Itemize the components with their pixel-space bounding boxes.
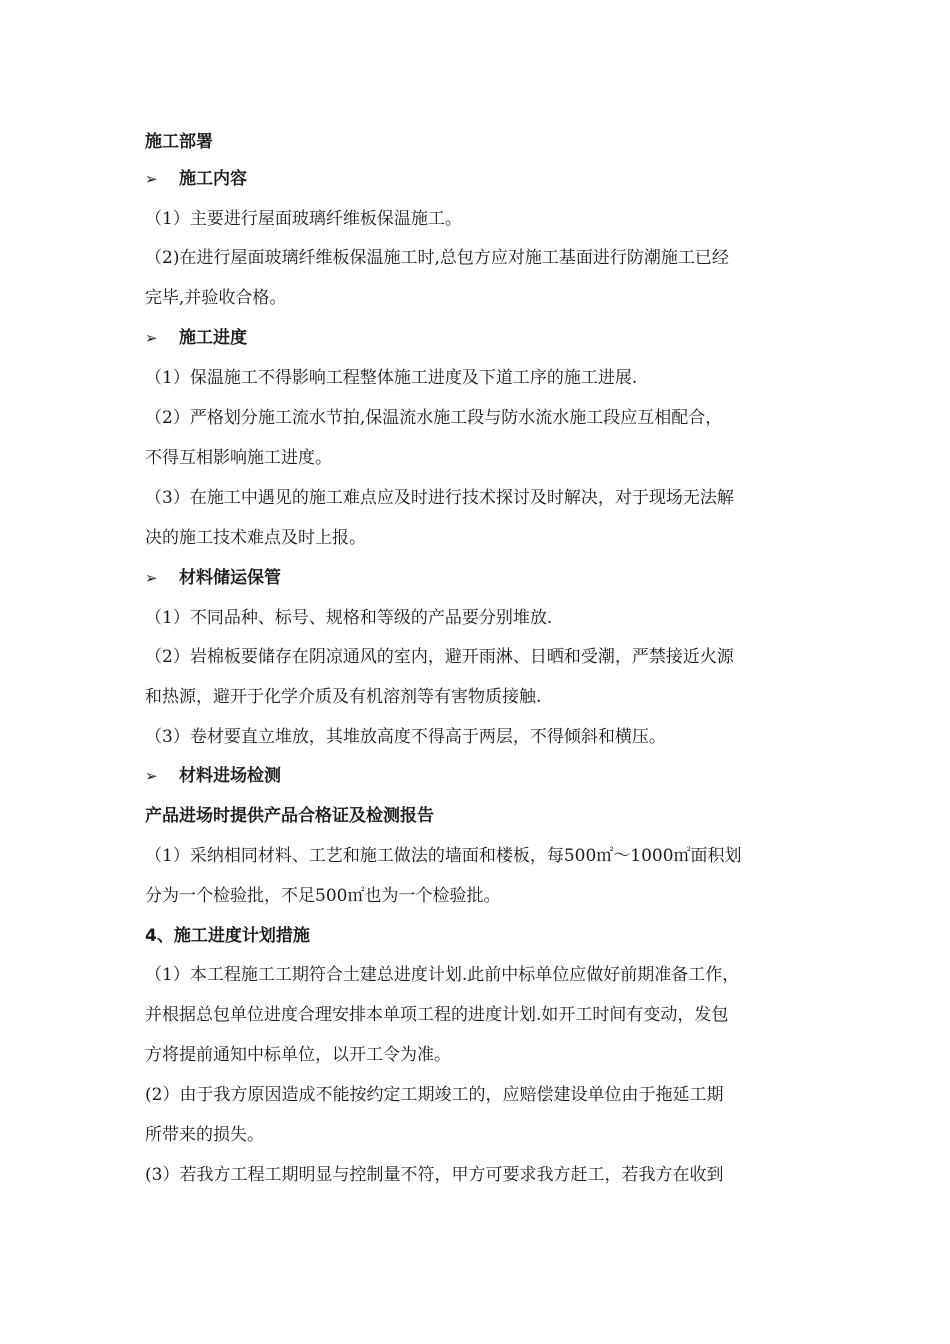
paragraph-line: 所带来的损失。 bbox=[145, 1125, 264, 1145]
paragraph-line: （2)在进行屋面玻璃纤维板保温施工时,总包方应对施工基面进行防潮施工已经 bbox=[145, 248, 729, 268]
paragraph-line: (2）由于我方原因造成不能按约定工期竣工的，应赔偿建设单位由于拖延工期 bbox=[145, 1085, 724, 1105]
heading-text: 施工内容 bbox=[179, 169, 247, 189]
paragraph-line: （3）卷材要直立堆放，其堆放高度不得高于两层，不得倾斜和横压。 bbox=[145, 727, 666, 747]
arrow-bullet-icon: ➢ bbox=[145, 170, 158, 188]
heading-text: 材料储运保管 bbox=[179, 568, 281, 588]
paragraph-line: （3）在施工中遇见的施工难点应及时进行技术探讨及时解决，对于现场无法解 bbox=[145, 488, 734, 508]
arrow-bullet-icon: ➢ bbox=[145, 767, 158, 785]
paragraph-line: 方将提前通知中标单位，以开工令为准。 bbox=[145, 1045, 451, 1065]
paragraph-line: (3）若我方工程工期明显与控制量不符，甲方可要求我方赶工，若我方在收到 bbox=[145, 1165, 724, 1185]
paragraph-line: 不得互相影响施工进度。 bbox=[145, 448, 332, 468]
heading-schedule-measures: 4、施工进度计划措施 bbox=[145, 926, 310, 946]
heading-text: 材料进场检测 bbox=[179, 766, 281, 786]
subheading-certificate: 产品进场时提供产品合格证及检测报告 bbox=[145, 806, 434, 826]
section-title: 施工部署 bbox=[145, 132, 213, 152]
paragraph-line: （2）严格划分施工流水节拍,保温流水施工段与防水流水施工段应互相配合， bbox=[145, 408, 723, 428]
paragraph-line: （2）岩棉板要储存在阴凉通风的室内，避开雨淋、日晒和受潮，严禁接近火源 bbox=[145, 647, 734, 667]
paragraph-line: 完毕,并验收合格。 bbox=[145, 288, 287, 308]
heading-material-storage bbox=[145, 567, 825, 589]
paragraph-line: （1）本工程施工工期符合土建总进度计划.此前中标单位应做好前期准备工作， bbox=[145, 965, 740, 985]
paragraph-line: （1）主要进行屋面玻璃纤维板保温施工。 bbox=[145, 209, 462, 229]
heading-construction-content bbox=[145, 168, 825, 190]
arrow-bullet-icon: ➢ bbox=[145, 329, 158, 347]
paragraph-line: 决的施工技术难点及时上报。 bbox=[145, 528, 366, 548]
heading-construction-progress bbox=[145, 327, 825, 349]
heading-material-inspection bbox=[145, 765, 825, 787]
paragraph-line: （1）保温施工不得影响工程整体施工进度及下道工序的施工进展. bbox=[145, 368, 638, 388]
paragraph-line: （1）不同品种、标号、规格和等级的产品要分别堆放. bbox=[145, 608, 553, 628]
paragraph-line: 分为一个检验批，不足500㎡也为一个检验批。 bbox=[145, 886, 501, 906]
heading-text: 施工进度 bbox=[179, 328, 247, 348]
paragraph-line: 和热源，避开于化学介质及有机溶剂等有害物质接触. bbox=[145, 687, 542, 707]
paragraph-line: （1）采纳相同材料、工艺和施工做法的墙面和楼板，每500㎡～1000㎡面积划 bbox=[145, 846, 742, 866]
paragraph-line: 并根据总包单位进度合理安排本单项工程的进度计划.如开工时间有变动，发包 bbox=[145, 1005, 729, 1025]
arrow-bullet-icon: ➢ bbox=[145, 569, 158, 587]
